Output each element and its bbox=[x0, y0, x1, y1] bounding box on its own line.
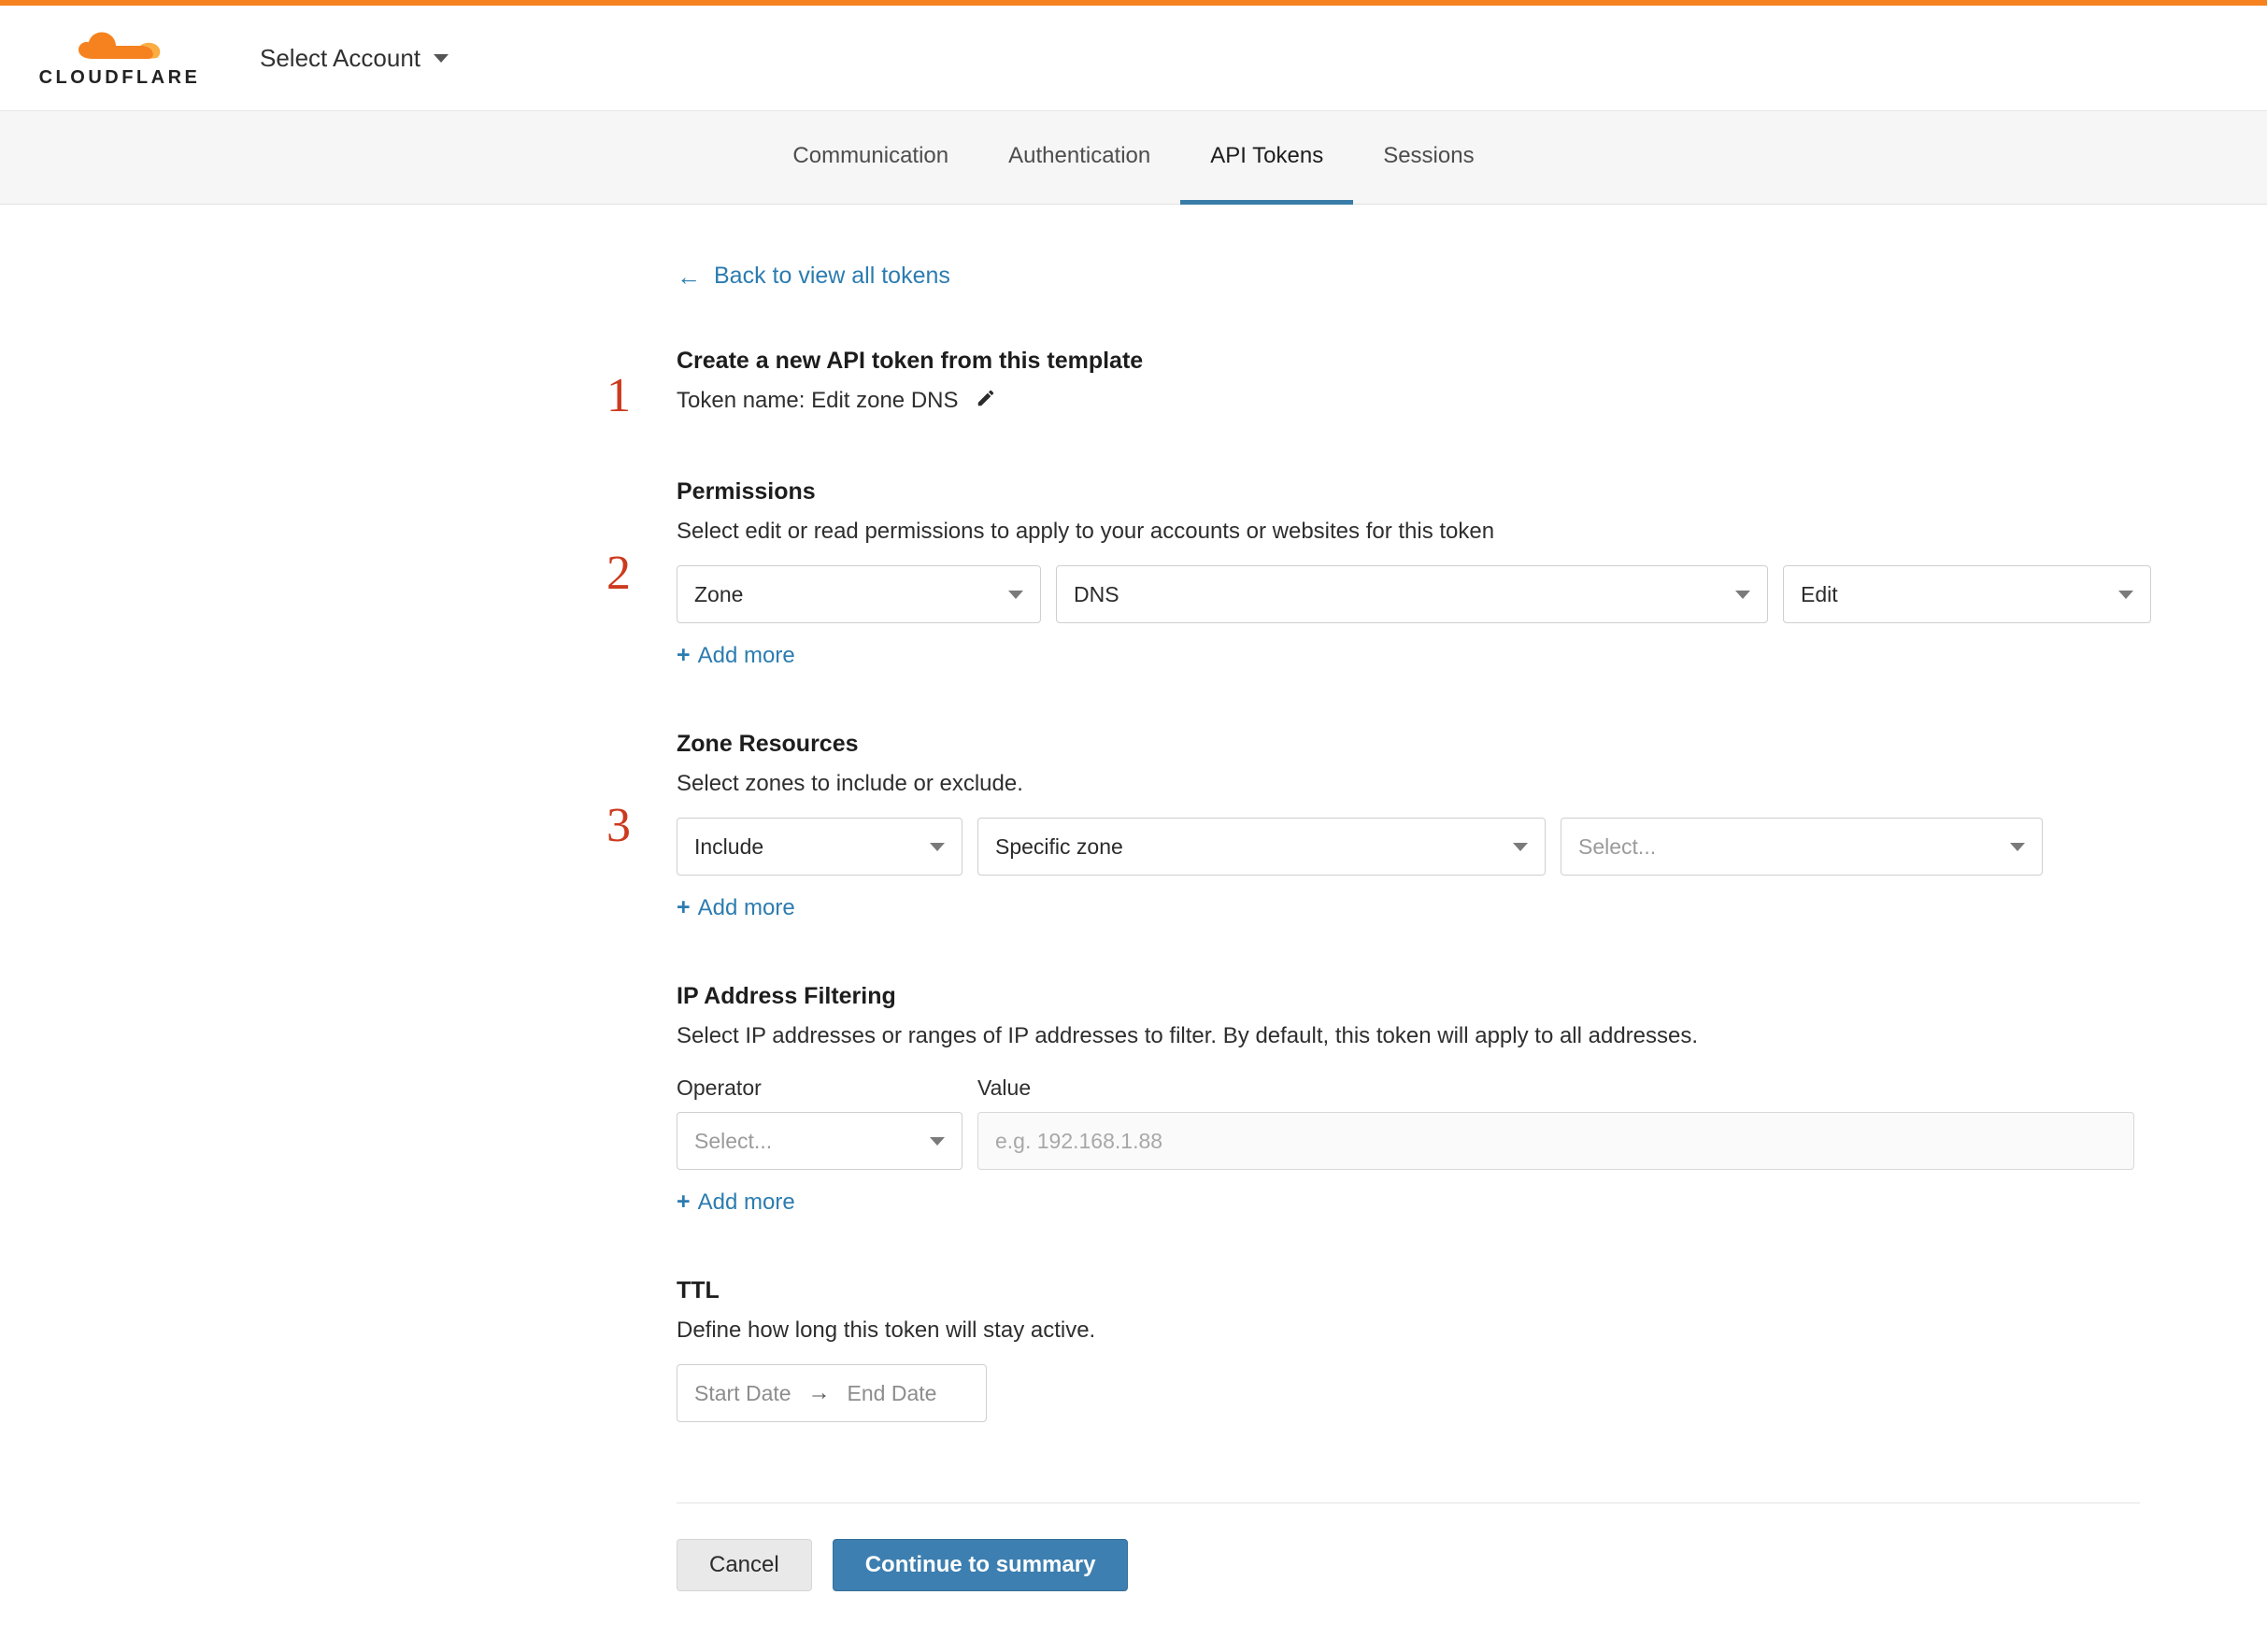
chevron-down-icon bbox=[434, 54, 449, 63]
step-number-1: 1 bbox=[606, 369, 631, 422]
chevron-down-icon bbox=[930, 843, 945, 851]
permissions-add-more-label: Add more bbox=[697, 642, 795, 668]
cloudflare-logo bbox=[26, 28, 213, 89]
tab-api-tokens[interactable] bbox=[1180, 111, 1353, 205]
permission-access-value: Edit bbox=[1801, 581, 1838, 606]
tab-sessions[interactable] bbox=[1353, 111, 1504, 205]
operator-label: Operator bbox=[677, 1075, 762, 1101]
footer-actions bbox=[677, 1539, 2267, 1591]
ttl-title: TTL bbox=[677, 1277, 720, 1304]
continue-to-summary-button[interactable] bbox=[833, 1539, 1129, 1591]
ip-filtering-add-more-button[interactable] bbox=[677, 1189, 795, 1216]
chevron-down-icon bbox=[1735, 591, 1750, 599]
ip-value-input[interactable] bbox=[977, 1112, 2134, 1170]
permissions-description: Select edit or read permissions to apply to your accounts or websites for this token bbox=[677, 519, 1495, 545]
ip-filtering-section bbox=[677, 983, 2267, 1216]
ip-operator-select[interactable] bbox=[677, 1112, 962, 1170]
template-section bbox=[606, 348, 2267, 422]
permission-scope-select[interactable] bbox=[677, 565, 1041, 623]
chevron-down-icon bbox=[2010, 843, 2025, 851]
permission-scope-value: Zone bbox=[694, 581, 744, 606]
zone-type-value: Specific zone bbox=[995, 833, 1123, 859]
tab-communication[interactable] bbox=[763, 111, 978, 205]
footer-divider bbox=[677, 1502, 2140, 1503]
permissions-section bbox=[606, 478, 2267, 669]
zone-resources-description: Select zones to include or exclude. bbox=[677, 771, 1023, 797]
zone-resources-title: Zone Resources bbox=[677, 731, 859, 758]
plus-icon: + bbox=[677, 1189, 691, 1216]
nav-tabs bbox=[0, 111, 2267, 205]
cancel-button[interactable] bbox=[677, 1539, 812, 1591]
account-selector-label: Select Account bbox=[260, 43, 421, 72]
chevron-down-icon bbox=[1008, 591, 1023, 599]
value-label: Value bbox=[977, 1075, 1032, 1101]
zone-resources-section bbox=[606, 731, 2267, 921]
ttl-description: Define how long this token will stay active. bbox=[677, 1317, 1096, 1344]
ip-value-placeholder: e.g. 192.168.1.88 bbox=[995, 1128, 1163, 1153]
zone-include-value: Include bbox=[694, 833, 764, 859]
cloudflare-wordmark: CLOUDFLARE bbox=[38, 66, 201, 88]
ip-filtering-labels-row bbox=[677, 1075, 2267, 1101]
zone-resources-row bbox=[677, 818, 2267, 876]
chevron-down-icon bbox=[1513, 843, 1528, 851]
cancel-button-label: Cancel bbox=[709, 1552, 779, 1578]
token-name-row bbox=[677, 388, 2267, 415]
tab-communication-label: Communication bbox=[792, 142, 949, 168]
chevron-down-icon bbox=[930, 1137, 945, 1146]
back-to-tokens-label: Back to view all tokens bbox=[714, 263, 950, 289]
permissions-title: Permissions bbox=[677, 478, 816, 506]
ip-filtering-title: IP Address Filtering bbox=[677, 983, 896, 1010]
cloudflare-cloud-icon bbox=[75, 28, 164, 65]
back-to-tokens-link[interactable] bbox=[677, 263, 950, 290]
account-selector[interactable] bbox=[260, 44, 449, 73]
zone-name-select[interactable] bbox=[1561, 818, 2043, 876]
ttl-end-date: End Date bbox=[847, 1380, 937, 1405]
arrow-left-icon: ← bbox=[677, 262, 701, 291]
ip-filtering-add-more-label: Add more bbox=[697, 1189, 795, 1215]
permissions-add-more-button[interactable] bbox=[677, 642, 795, 669]
token-name-label: Token name: Edit zone DNS bbox=[677, 388, 959, 413]
template-heading: Create a new API token from this template bbox=[677, 348, 1144, 374]
zone-type-select[interactable] bbox=[977, 818, 1546, 876]
ttl-date-range-picker[interactable] bbox=[677, 1364, 987, 1422]
step-number-3: 3 bbox=[606, 799, 631, 853]
permission-resource-select[interactable] bbox=[1056, 565, 1768, 623]
ttl-section bbox=[677, 1277, 2267, 1422]
ip-filtering-inputs-row bbox=[677, 1112, 2267, 1170]
zone-name-value: Select... bbox=[1578, 833, 1657, 859]
permissions-row bbox=[677, 565, 2267, 623]
chevron-down-icon bbox=[2118, 591, 2133, 599]
tab-sessions-label: Sessions bbox=[1383, 142, 1475, 168]
continue-to-summary-label: Continue to summary bbox=[864, 1552, 1096, 1578]
tab-authentication[interactable] bbox=[978, 111, 1180, 205]
ip-filtering-description: Select IP addresses or ranges of IP addresses to filter. By default, this token will apply to all addresses. bbox=[677, 1023, 1699, 1049]
step-number-2: 2 bbox=[606, 547, 631, 601]
zone-resources-add-more-button[interactable] bbox=[677, 894, 795, 921]
arrow-right-icon: → bbox=[807, 1380, 831, 1406]
tab-api-tokens-label: API Tokens bbox=[1210, 142, 1324, 168]
zone-include-select[interactable] bbox=[677, 818, 962, 876]
ttl-start-date: Start Date bbox=[694, 1380, 791, 1405]
plus-icon: + bbox=[677, 894, 691, 921]
main-content bbox=[0, 205, 2267, 1591]
tab-authentication-label: Authentication bbox=[1008, 142, 1151, 168]
app-header bbox=[0, 6, 2267, 111]
ip-operator-value: Select... bbox=[694, 1128, 773, 1153]
zone-resources-add-more-label: Add more bbox=[697, 894, 795, 920]
plus-icon: + bbox=[677, 642, 691, 669]
permission-access-select[interactable] bbox=[1783, 565, 2151, 623]
edit-pencil-icon[interactable] bbox=[976, 388, 996, 415]
permission-resource-value: DNS bbox=[1074, 581, 1119, 606]
